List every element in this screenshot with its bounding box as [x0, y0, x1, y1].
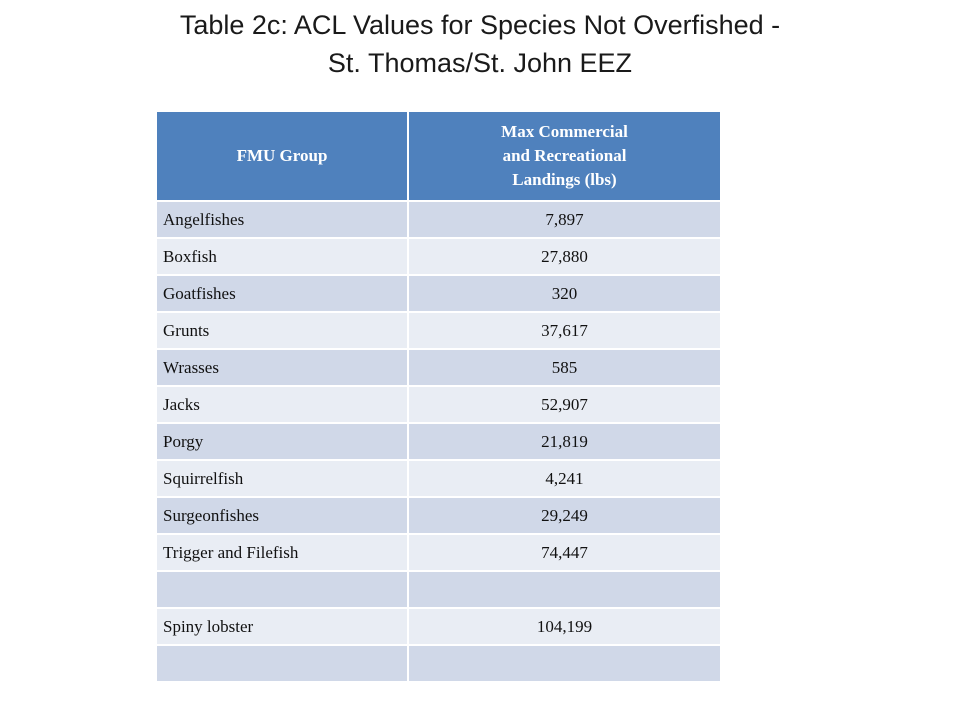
fmu-group-cell: Goatfishes	[157, 274, 409, 311]
landings-cell: 27,880	[409, 237, 720, 274]
table-header-row	[157, 112, 720, 200]
landings-cell: 7,897	[409, 200, 720, 237]
fmu-group-cell: Grunts	[157, 311, 409, 348]
header-max-line-1: Max Commercial	[501, 122, 628, 141]
landings-cell: 37,617	[409, 311, 720, 348]
table-row	[157, 274, 720, 311]
fmu-group-cell	[157, 644, 409, 681]
acl-table	[157, 112, 720, 681]
fmu-group-cell: Trigger and Filefish	[157, 533, 409, 570]
fmu-group-cell: Wrasses	[157, 348, 409, 385]
table-row	[157, 348, 720, 385]
table-row	[157, 237, 720, 274]
table-row	[157, 459, 720, 496]
title-line-2: St. Thomas/St. John EEZ	[327, 48, 633, 78]
landings-cell: 29,249	[409, 496, 720, 533]
title-line-1: Table 2c: ACL Values for Species Not Overfished -	[179, 10, 781, 40]
fmu-group-cell: Surgeonfishes	[157, 496, 409, 533]
fmu-group-cell: Porgy	[157, 422, 409, 459]
table-row	[157, 311, 720, 348]
header-max-landings	[409, 112, 720, 200]
landings-cell: 74,447	[409, 533, 720, 570]
fmu-group-cell: Spiny lobster	[157, 607, 409, 644]
table-row	[157, 422, 720, 459]
landings-cell: 320	[409, 274, 720, 311]
landings-cell: 104,199	[409, 607, 720, 644]
table-row-empty	[157, 644, 720, 681]
landings-cell	[409, 570, 720, 607]
table-row	[157, 607, 720, 644]
fmu-group-cell: Boxfish	[157, 237, 409, 274]
header-fmu-group: FMU Group	[157, 112, 409, 200]
fmu-group-cell	[157, 570, 409, 607]
slide-title	[0, 6, 960, 82]
fmu-group-cell: Angelfishes	[157, 200, 409, 237]
landings-cell: 21,819	[409, 422, 720, 459]
table-row	[157, 496, 720, 533]
table-row	[157, 533, 720, 570]
fmu-group-cell: Squirrelfish	[157, 459, 409, 496]
landings-cell: 52,907	[409, 385, 720, 422]
fmu-group-cell: Jacks	[157, 385, 409, 422]
landings-cell: 4,241	[409, 459, 720, 496]
table-row	[157, 200, 720, 237]
landings-cell	[409, 644, 720, 681]
header-max-line-2: and Recreational	[502, 146, 627, 165]
landings-cell: 585	[409, 348, 720, 385]
table-row-empty	[157, 570, 720, 607]
table-row	[157, 385, 720, 422]
header-max-line-3: Landings (lbs)	[512, 170, 617, 189]
